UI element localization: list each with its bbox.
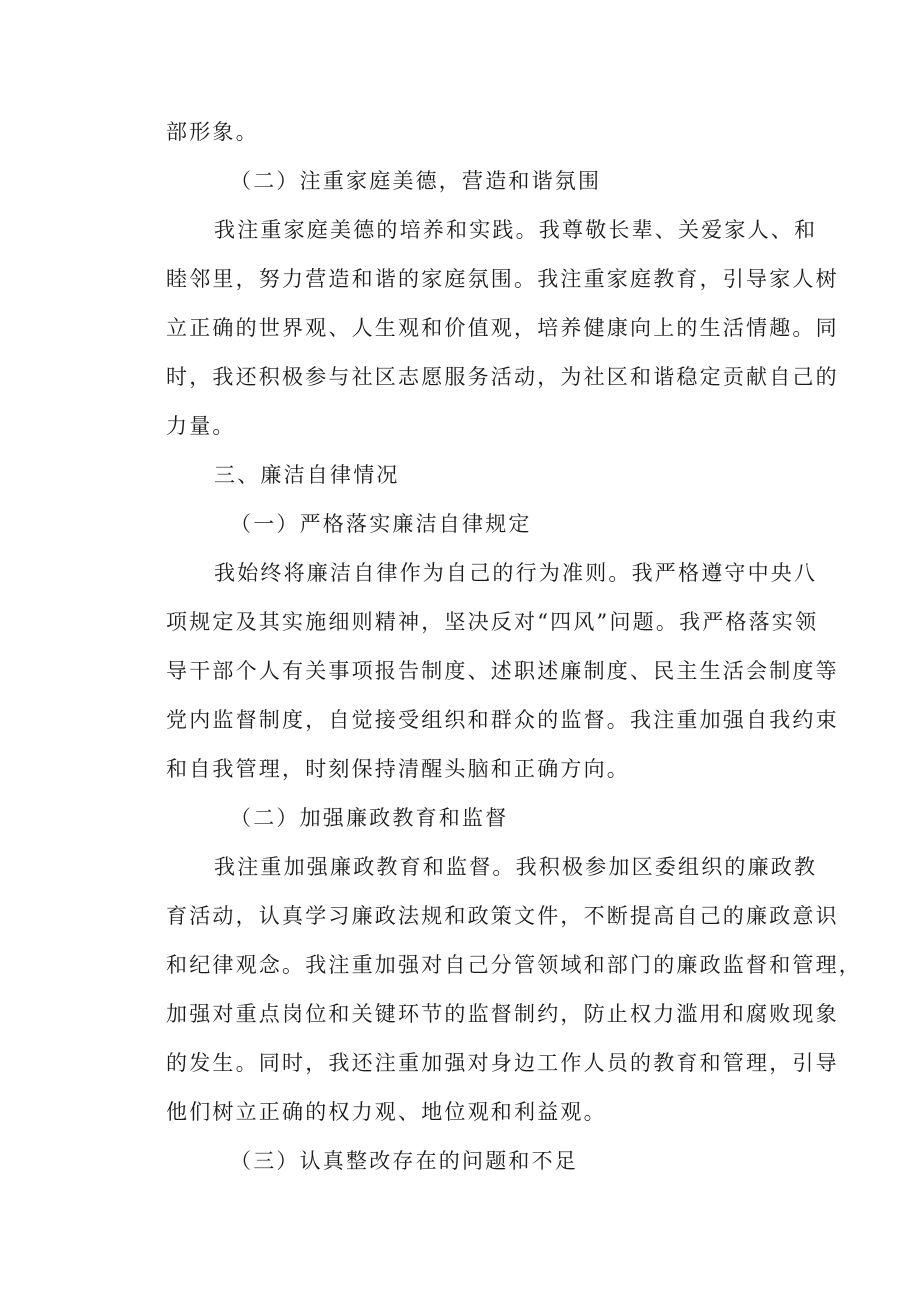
subheading-integrity-education: （二）加强廉政教育和监督 — [230, 806, 509, 830]
paragraph-line: 育活动，认真学习廉政法规和政策文件，不断提高自己的廉政意识 — [166, 904, 839, 928]
paragraph-line: 他们树立正确的权力观、地位观和利益观。 — [166, 1100, 607, 1124]
paragraph-line: 我注重家庭美德的培养和实践。我尊敬长辈、关爱家人、和 — [214, 218, 818, 242]
paragraph-line: 我始终将廉洁自律作为自己的行为准则。我严格遵守中央八 — [214, 561, 818, 585]
section-heading-integrity: 三、廉洁自律情况 — [214, 463, 400, 487]
paragraph-line: 导干部个人有关事项报告制度、述职述廉制度、民主生活会制度等 — [166, 659, 839, 683]
paragraph-line: 的发生。同时，我还注重加强对身边工作人员的教育和管理，引导 — [166, 1051, 839, 1075]
paragraph-line: 立正确的世界观、人生观和价值观，培养健康向上的生活情趣。同 — [166, 316, 839, 340]
subheading-integrity-rules: （一）严格落实廉洁自律规定 — [230, 512, 532, 536]
paragraph-line: 和自我管理，时刻保持清醒头脑和正确方向。 — [166, 757, 630, 781]
subheading-family-virtue: （二）注重家庭美德，营造和谐氛围 — [230, 169, 602, 193]
document-body — [166, 108, 862, 1186]
paragraph-line: 加强对重点岗位和关键环节的监督制约，防止权力滥用和腐败现象 — [166, 1002, 839, 1026]
paragraph-line: 部形象。 — [166, 120, 259, 144]
paragraph-line: 党内监督制度，自觉接受组织和群众的监督。我注重加强自我约束 — [166, 708, 839, 732]
subheading-rectification: （三）认真整改存在的问题和不足 — [230, 1149, 578, 1173]
paragraph-line: 项规定及其实施细则精神，坚决反对“四风”问题。我严格落实领 — [166, 610, 819, 634]
paragraph-line: 时，我还积极参与社区志愿服务活动，为社区和谐稳定贡献自己的 — [166, 365, 839, 389]
paragraph-line: 力量。 — [166, 414, 236, 438]
paragraph-line: 和纪律观念。我注重加强对自己分管领域和部门的廉政监督和管理， — [166, 953, 862, 977]
paragraph-line: 我注重加强廉政教育和监督。我积极参加区委组织的廉政教 — [214, 855, 818, 879]
paragraph-line: 睦邻里，努力营造和谐的家庭氛围。我注重家庭教育，引导家人树 — [166, 267, 839, 291]
